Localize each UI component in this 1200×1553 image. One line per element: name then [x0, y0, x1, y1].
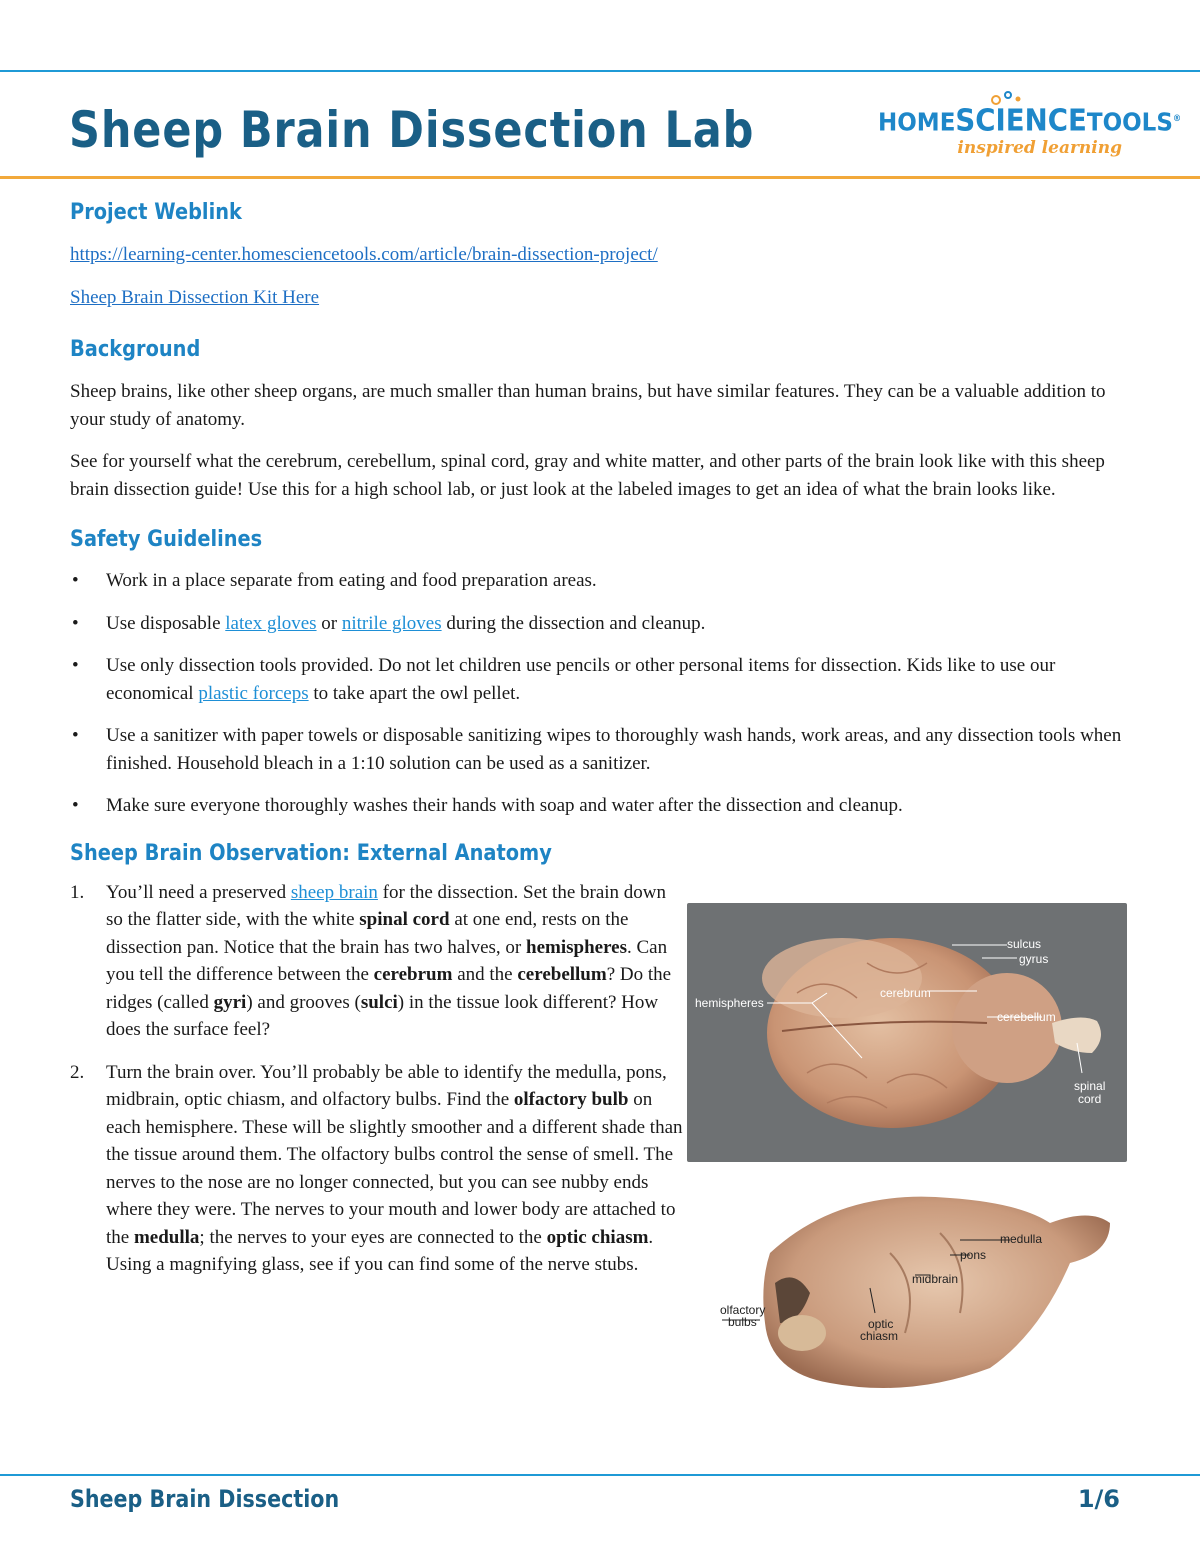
brain-ventral-photo [690, 1183, 1130, 1403]
label-midbrain: midbrain [912, 1272, 959, 1286]
label-spinal: spinal [1074, 1079, 1106, 1093]
plastic-forceps-link[interactable]: plastic forceps [198, 682, 309, 704]
bullet-icon: • [72, 655, 79, 676]
list-item: • Use only dissection tools provided. Do not let children use pencils or other personal items for dissection. Kids like to use our economical plastic forceps to take apart the owl pellet. [70, 652, 1130, 707]
label-gyrus: gyrus [1019, 952, 1049, 966]
footer-rule [0, 1474, 1200, 1476]
label-sulcus: sulcus [1007, 937, 1042, 951]
footer-title: Sheep Brain Dissection [70, 1485, 340, 1513]
top-rule [0, 70, 1200, 72]
label-hemispheres: hemispheres [695, 996, 764, 1010]
kit-link[interactable]: Sheep Brain Dissection Kit Here [70, 286, 320, 308]
label-cerebrum: cerebrum [880, 986, 931, 1000]
sheep-brain-link[interactable]: sheep brain [290, 881, 378, 903]
background-heading: Background [70, 337, 201, 362]
label-cerebellum: cerebellum [997, 1010, 1056, 1024]
bullet-icon: • [72, 612, 79, 634]
brain-dorsal-illustration [687, 903, 1127, 1162]
list-item: • Use a sanitizer with paper towels or disposable sanitizing wipes to thoroughly wash hands, work areas, and any dissection tools when finished. Household bleach in a 1:10 solution can be used as a sanitizer. [70, 722, 1130, 777]
project-url-link[interactable]: https://learning-center.homesciencetools.com/article/brain-dissection-project/ [70, 244, 658, 265]
label-cord: cord [1078, 1092, 1102, 1106]
safety-list [70, 567, 1130, 820]
label-pons: pons [960, 1248, 987, 1262]
background-paragraph-2: See for yourself what the cerebrum, cerebellum, spinal cord, gray and white matter, and other parts of the brain look like with this sheep brain dissection guide! Use this for a high school lab, or just look at the labeled images to get an idea of what the brain looks like. [70, 451, 1105, 500]
logo-tagline: inspired learning [957, 138, 1122, 158]
page-title: Sheep Brain Dissection Lab [69, 101, 755, 159]
safety-heading: Safety Guidelines [70, 527, 263, 552]
bullet-icon: • [72, 725, 79, 746]
list-item: • Work in a place separate from eating and food preparation areas. [70, 567, 1130, 595]
background-paragraph-1: Sheep brains, like other sheep organs, are much smaller than human brains, but have similar features. They can be a valuable addition to your study of anatomy. [70, 381, 1106, 430]
label-bulbs: bulbs [728, 1315, 757, 1329]
logo-science: SCIENCE [955, 103, 1087, 139]
step-number: 2. [70, 1061, 85, 1083]
brain-ventral-illustration [690, 1183, 1130, 1403]
label-chiasm: chiasm [860, 1329, 899, 1343]
brain-dorsal-photo [687, 903, 1127, 1162]
logo-tools: TOOLS [1086, 107, 1173, 137]
observation-heading: Sheep Brain Observation: External Anatomy [70, 840, 552, 866]
page-number: 1/6 [1077, 1485, 1120, 1513]
latex-gloves-link[interactable]: latex gloves [225, 612, 317, 634]
logo-brand [878, 104, 1181, 137]
weblink-heading: Project Weblink [70, 200, 242, 225]
nitrile-gloves-link[interactable]: nitrile gloves [341, 612, 442, 634]
header-rule [0, 176, 1200, 179]
list-item: • Make sure everyone thoroughly washes their hands with soap and water after the dissection and cleanup. [70, 792, 1130, 820]
list-item: • Use disposable latex gloves or nitrile gloves during the dissection and cleanup. [70, 610, 1130, 638]
step-item: 1. You’ll need a preserved sheep brain for the dissection. Set the brain down so the flatter side, with the white spinal cord at one end, rests on the dissection pan. Notice that the brain has two halves, or hemispheres. Can you tell the difference between the cerebrum and the cerebellum? Do the ridges (called gyri) and grooves (sulci) in the tissue look different? How does the surface feel? [70, 879, 685, 1044]
label-medulla: medulla [1000, 1232, 1043, 1246]
logo-registered: ® [1172, 114, 1182, 124]
observation-steps [70, 879, 685, 1279]
logo-home: HOME [878, 107, 956, 137]
step-number: 1. [70, 881, 85, 903]
label-optic: optic [868, 1317, 894, 1331]
bullet-icon: • [72, 795, 79, 816]
home-science-tools-logo [878, 103, 1182, 166]
label-olfactory: olfactory [720, 1303, 766, 1317]
step-item: 2. Turn the brain over. You’ll probably be able to identify the medulla, pons, midbrain, optic chiasm, and olfactory bulbs. Find the olfactory bulb on each hemisphere. These will be slightly smoother and a different shade than the tissue around them. The olfactory bulbs control the sense of smell. The nerves to the nose are no longer connected, but you can see nubby ends where they were. The nerves to your mouth and lower body are attached to the medulla; the nerves to your eyes are connected to the optic chiasm. Using a magnifying glass, see if you can find some of the nerve stubs. [70, 1059, 685, 1279]
bullet-icon: • [72, 570, 79, 591]
